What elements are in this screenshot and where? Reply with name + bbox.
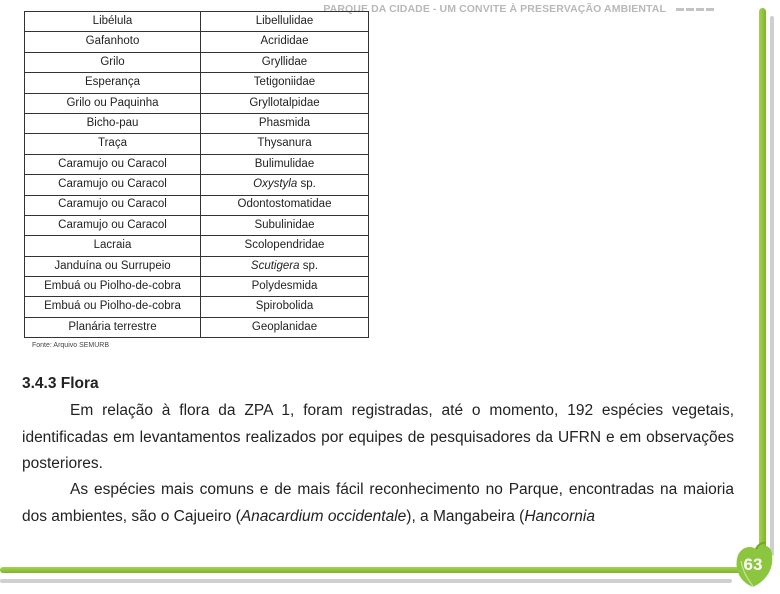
header-dashes bbox=[676, 8, 714, 11]
taxon-cell bbox=[201, 256, 369, 276]
taxon-cell bbox=[201, 175, 369, 195]
common-name-cell: Caramujo ou Caracol bbox=[25, 154, 201, 174]
common-name-cell: Caramujo ou Caracol bbox=[25, 195, 201, 215]
common-name-cell: Esperança bbox=[25, 73, 201, 93]
paragraph-2-text-b: ), a Mangabeira ( bbox=[406, 507, 525, 525]
taxon-cell: Scolopendridae bbox=[201, 236, 369, 256]
common-name-cell: Caramujo ou Caracol bbox=[25, 175, 201, 195]
taxon-cell: Phasmida bbox=[201, 113, 369, 133]
common-name-cell: Lacraia bbox=[25, 236, 201, 256]
species-table bbox=[24, 11, 369, 338]
table-source: Fonte: Arquivo SEMURB bbox=[32, 342, 110, 349]
common-name-cell: Caramujo ou Caracol bbox=[25, 215, 201, 235]
table-row bbox=[25, 52, 369, 72]
common-name-cell: Gafanhoto bbox=[25, 32, 201, 52]
common-name-cell: Planária terrestre bbox=[25, 317, 201, 337]
taxon-cell: Polydesmida bbox=[201, 277, 369, 297]
common-name-cell: Bicho-pau bbox=[25, 113, 201, 133]
taxon-cell: Bulimulidae bbox=[201, 154, 369, 174]
taxon-suffix: sp. bbox=[297, 178, 316, 191]
section-title: 3.4.3 Flora bbox=[22, 375, 99, 392]
table-row bbox=[25, 134, 369, 154]
taxon-cell: Tetigoniidae bbox=[201, 73, 369, 93]
page-border-right bbox=[759, 8, 766, 568]
table-row bbox=[25, 215, 369, 235]
table-row bbox=[25, 256, 369, 276]
table-row bbox=[25, 297, 369, 317]
table-row bbox=[25, 12, 369, 32]
page-border-shadow-right bbox=[770, 16, 774, 556]
taxon-cell: Thysanura bbox=[201, 134, 369, 154]
page-number-badge bbox=[732, 541, 774, 589]
taxon-cell: Spirobolida bbox=[201, 297, 369, 317]
paragraph-1 bbox=[22, 398, 734, 478]
table-row bbox=[25, 32, 369, 52]
taxon-cell: Odontostomatidae bbox=[201, 195, 369, 215]
page-border-shadow-bottom bbox=[0, 579, 732, 583]
taxon-cell: Gryllotalpidae bbox=[201, 93, 369, 113]
page-number: 63 bbox=[743, 555, 763, 574]
taxon-cell: Gryllidae bbox=[201, 52, 369, 72]
paragraph-1-text: Em relação à flora da ZPA 1, foram registradas, até o momento, 192 espécies vegetais, identificadas em levantamentos realizados por equipes de pesquisadores da UFRN e em observações posteriores. bbox=[22, 402, 734, 472]
common-name-cell: Libélula bbox=[25, 12, 201, 32]
table-row bbox=[25, 175, 369, 195]
species-name-cajueiro: Anacardium occidentale bbox=[240, 507, 407, 525]
common-name-cell: Grilo ou Paquinha bbox=[25, 93, 201, 113]
running-header bbox=[323, 0, 714, 18]
common-name-cell: Embuá ou Piolho-de-cobra bbox=[25, 277, 201, 297]
header-title: PARQUE DA CIDADE - UM CONVITE À PRESERVAÇÃO AMBIENTAL bbox=[323, 3, 666, 15]
taxon-cell: Geoplanidae bbox=[201, 317, 369, 337]
table-row bbox=[25, 195, 369, 215]
common-name-cell: Embuá ou Piolho-de-cobra bbox=[25, 297, 201, 317]
taxon-suffix: sp. bbox=[299, 259, 319, 272]
table-row bbox=[25, 93, 369, 113]
paragraph-2 bbox=[22, 477, 734, 530]
paragraph-2-text-a: As espécies mais comuns e de mais fácil reconhecimento no Parque, encontradas na maioria dos ambientes, são o Cajueiro ( bbox=[22, 481, 734, 525]
table-row bbox=[25, 277, 369, 297]
table-row bbox=[25, 154, 369, 174]
taxon-cell: Acrididae bbox=[201, 32, 369, 52]
taxon-cell: Libellulidae bbox=[201, 12, 369, 32]
taxon-cell: Subulinidae bbox=[201, 215, 369, 235]
table-row bbox=[25, 113, 369, 133]
page-border-bottom bbox=[0, 567, 748, 573]
taxon-genus: Scutigera bbox=[250, 259, 300, 272]
common-name-cell: Grilo bbox=[25, 52, 201, 72]
taxon-genus: Oxystyla bbox=[253, 178, 298, 191]
species-name-mangabeira: Hancornia bbox=[524, 507, 595, 525]
common-name-cell: Traça bbox=[25, 134, 201, 154]
common-name-cell: Janduína ou Surrupeio bbox=[25, 256, 201, 276]
table-row bbox=[25, 73, 369, 93]
table-row bbox=[25, 317, 369, 337]
table-row bbox=[25, 236, 369, 256]
